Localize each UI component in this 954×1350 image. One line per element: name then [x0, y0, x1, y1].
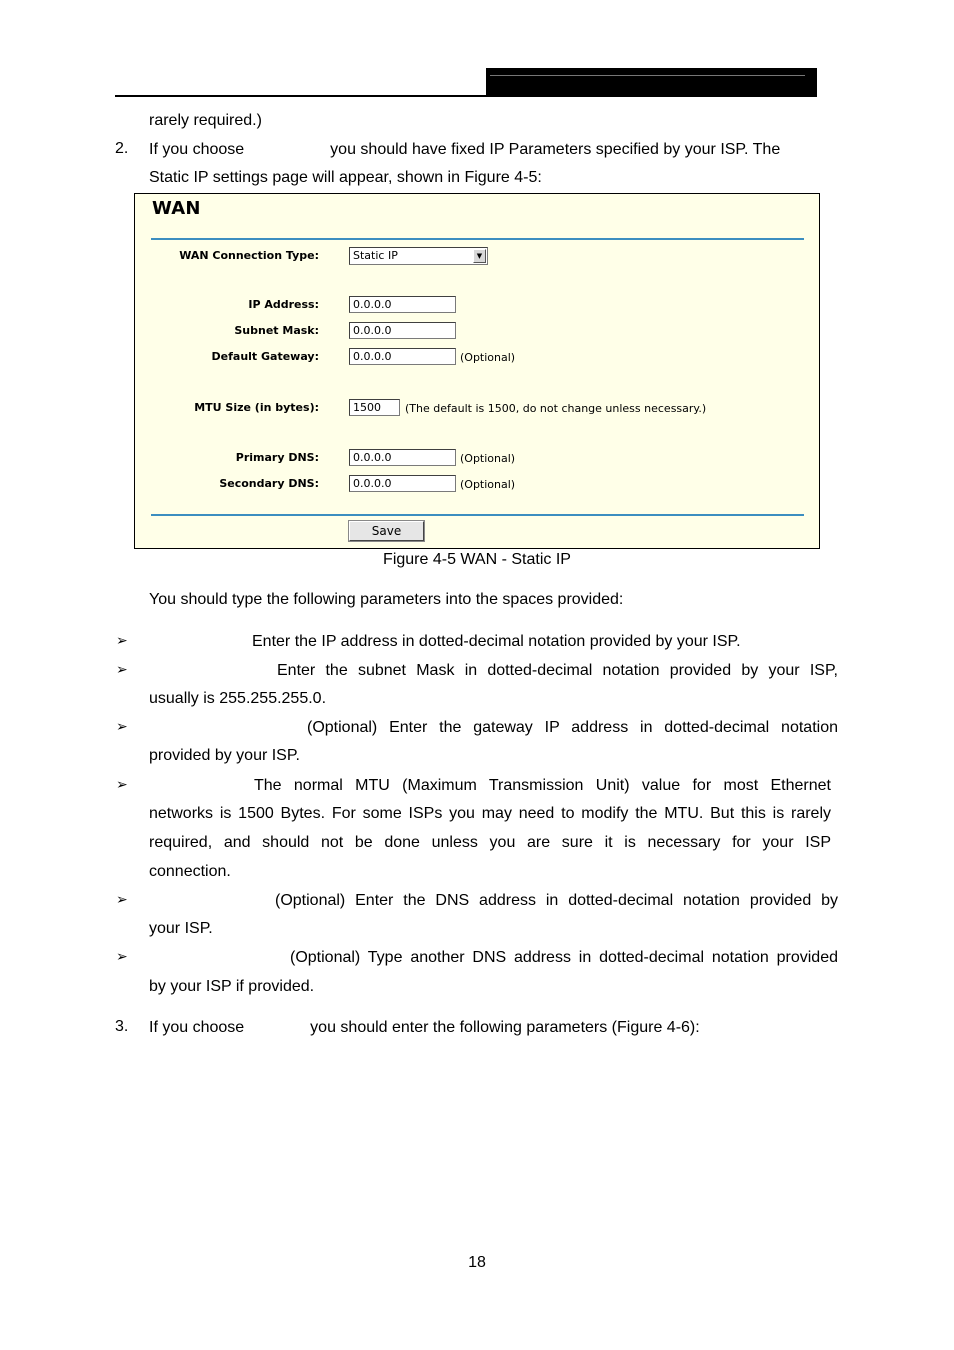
bullet-marker: ➢: [116, 718, 128, 734]
bullet-marker: ➢: [116, 891, 128, 907]
bullet-ip-text: Enter the IP address in dotted-decimal notation provided by your ISP.: [252, 633, 741, 650]
bullet-mask-line1: Enter the subnet Mask in dotted-decimal notation provided by your ISP,: [277, 662, 838, 679]
mtu-note: (The default is 1500, do not change unless necessary.): [405, 402, 707, 415]
item3-line: [149, 1018, 831, 1038]
bullet-dns1-line1: (Optional) Enter the DNS address in dotted-decimal notation provided by: [275, 892, 838, 909]
bullet-dns1-line2: your ISP.: [149, 920, 213, 937]
save-button[interactable]: Save: [349, 521, 424, 541]
primary-dns-note: (Optional): [460, 452, 516, 465]
secondary-dns-note: (Optional): [460, 478, 516, 491]
mtu-input[interactable]: 1500: [349, 399, 400, 416]
item3-number: 3.: [115, 1018, 129, 1035]
connection-type-label: WAN Connection Type:: [179, 249, 319, 262]
bullet-marker: ➢: [116, 632, 128, 648]
ip-address-input[interactable]: 0.0.0.0: [349, 296, 456, 313]
figure-top-rule: [151, 238, 804, 240]
figure-bottom-rule: [151, 514, 804, 516]
subnet-mask-label: Subnet Mask:: [234, 324, 319, 337]
secondary-dns-label: Secondary DNS:: [219, 477, 319, 490]
item3-text-a: If you choose: [149, 1019, 245, 1036]
bullet-mtu-line1: The normal MTU (Maximum Transmission Unit) value for most Ethernet: [254, 777, 831, 794]
primary-dns-label: Primary DNS:: [235, 451, 319, 464]
gateway-note: (Optional): [460, 351, 516, 364]
bullet-marker: ➢: [116, 661, 128, 677]
figure-caption: Figure 4-5 WAN - Static IP: [383, 551, 571, 568]
intro-tail: rarely required.): [149, 112, 262, 129]
item2-line1-b: you should have fixed IP Parameters specified by your ISP. The: [330, 141, 781, 158]
lead-text: You should type the following parameters into the spaces provided:: [149, 591, 624, 608]
wan-figure: [134, 193, 820, 549]
bullet-gw-line1: (Optional) Enter the gateway IP address in dotted-decimal notation: [307, 719, 838, 736]
bullet-dns2-line2: by your ISP if provided.: [149, 978, 315, 995]
connection-type-value: Static IP: [353, 249, 398, 262]
page-number: 18: [468, 1254, 486, 1271]
secondary-dns-input[interactable]: 0.0.0.0: [349, 475, 456, 492]
item2-line1-a: If you choose: [149, 141, 245, 158]
figure-title: WAN: [152, 198, 201, 219]
bullet-dns2-line1: (Optional) Type another DNS address in dotted-decimal notation provided: [290, 949, 838, 966]
item3-text-b: you should enter the following parameters (Figure 4-6):: [310, 1019, 700, 1036]
default-gateway-input[interactable]: 0.0.0.0: [349, 348, 456, 365]
item2-line1: [149, 140, 831, 160]
bullet-mtu-line2: networks is 1500 Bytes. For some ISPs you may need to modify the MTU. But this is rarely: [149, 805, 831, 822]
item2-line2: Static IP settings page will appear, shown in Figure 4-5:: [149, 169, 542, 186]
connection-type-select[interactable]: [349, 247, 488, 265]
subnet-mask-input[interactable]: 0.0.0.0: [349, 322, 456, 339]
bullet-mask-line2: usually is 255.255.255.0.: [149, 690, 327, 707]
item2-number: 2.: [115, 140, 129, 157]
ip-address-label: IP Address:: [248, 298, 319, 311]
default-gateway-label: Default Gateway:: [211, 350, 319, 363]
primary-dns-input[interactable]: 0.0.0.0: [349, 449, 456, 466]
bullet-marker: ➢: [116, 776, 128, 792]
chevron-down-icon[interactable]: ▼: [473, 249, 486, 263]
bullet-mtu-line3: required, and should not be done unless you are sure it is necessary for your ISP: [149, 834, 831, 851]
mtu-label: MTU Size (in bytes):: [194, 401, 319, 414]
bullet-mtu-line4: connection.: [149, 863, 231, 880]
bullet-gw-line2: provided by your ISP.: [149, 747, 300, 764]
bullet-marker: ➢: [116, 948, 128, 964]
header-block: [486, 68, 817, 97]
